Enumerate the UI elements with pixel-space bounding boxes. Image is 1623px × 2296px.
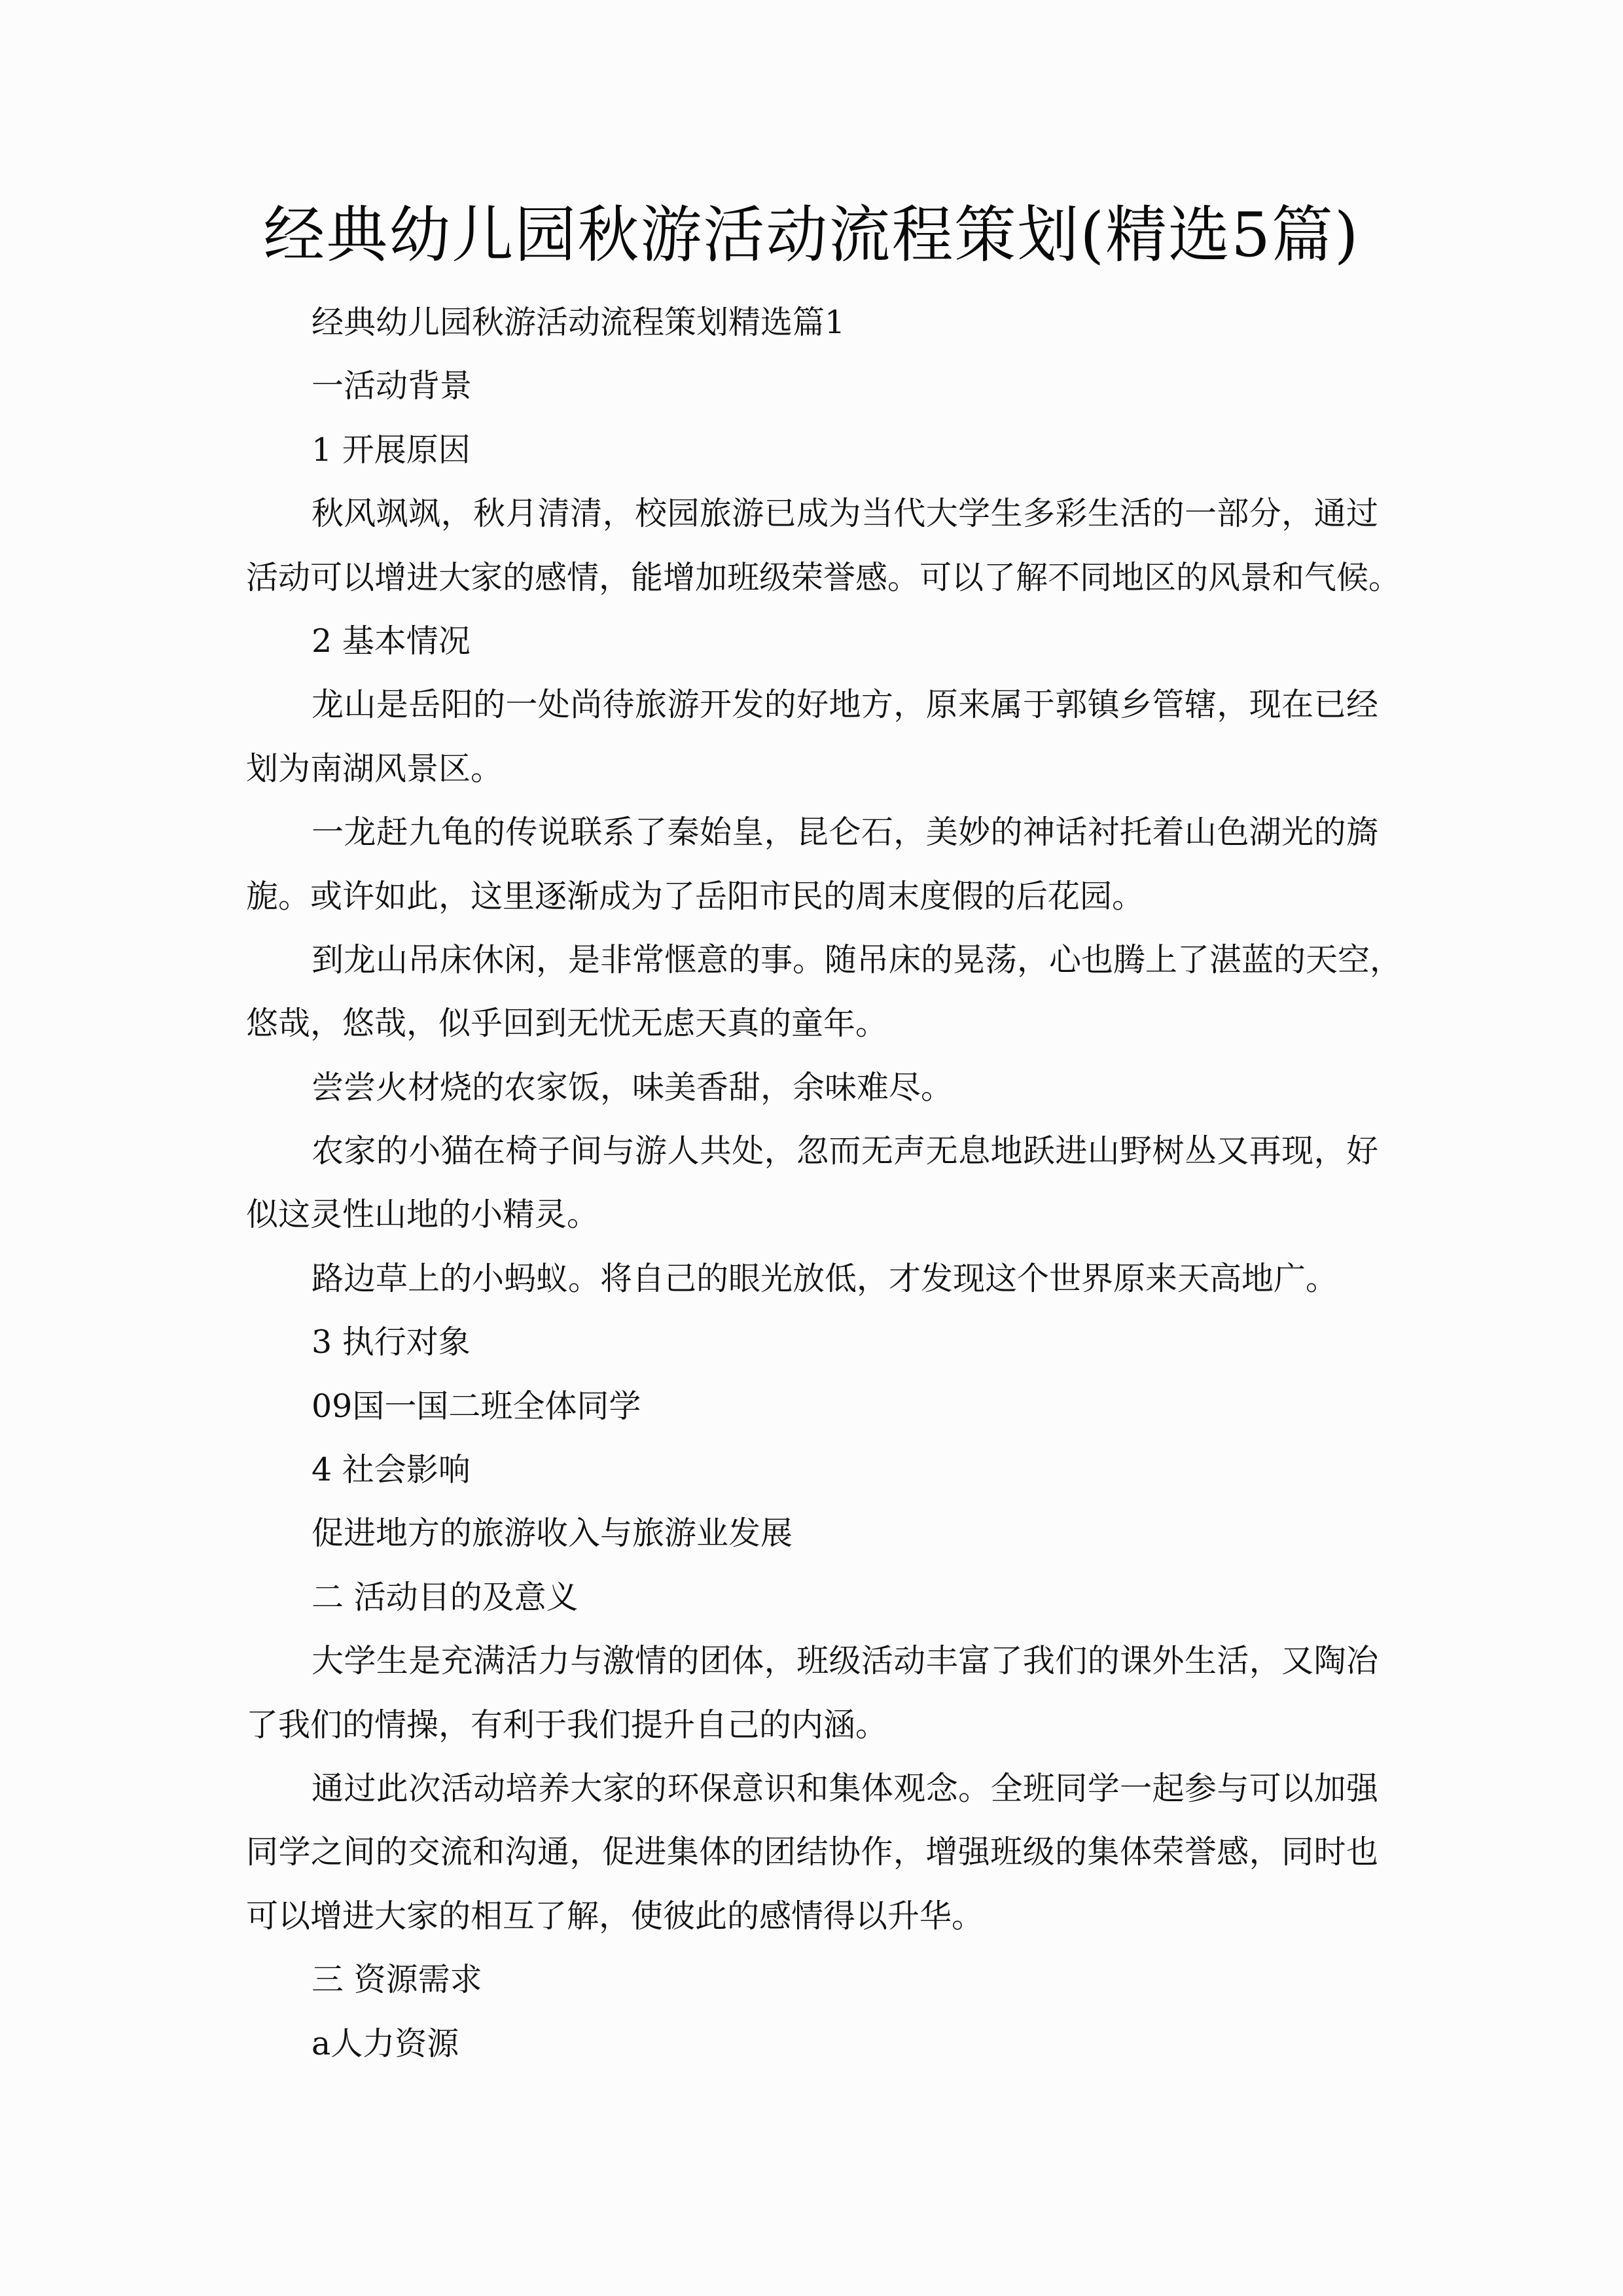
- text-line: 二 活动目的及意义: [312, 1578, 579, 1616]
- body-paragraph: [246, 1247, 1378, 1310]
- text-line: 1 开展原因: [312, 431, 471, 469]
- section-heading: [246, 1310, 1378, 1374]
- section-subtitle: [246, 291, 1378, 354]
- text-line: 路边草上的小蚂蚁。将自己的眼光放低，才发现这个世界原来天高地广。: [312, 1259, 1338, 1297]
- body-paragraph: [246, 1757, 1378, 1948]
- text-line: 促进地方的旅游收入与旅游业发展: [312, 1515, 793, 1552]
- text-line: 尝尝火材烧的农家饭，味美香甜，余味难尽。: [312, 1068, 954, 1106]
- text-line: 了我们的情操，有利于我们提升自己的内涵。: [246, 1706, 888, 1744]
- text-line: 3 执行对象: [312, 1323, 471, 1361]
- section-heading: [246, 1438, 1378, 1501]
- text-line: 大学生是充满活力与激情的团体，班级活动丰富了我们的课外生活，又陶冶: [312, 1642, 1378, 1680]
- text-line: 活动可以增进大家的感情，能增加班级荣誉感。可以了解不同地区的风景和气候。: [246, 558, 1401, 596]
- text-line: 秋风飒飒，秋月清清，校园旅游已成为当代大学生多彩生活的一部分，通过: [312, 495, 1378, 533]
- section-heading: [246, 2012, 1378, 2075]
- text-line: 似这灵性山地的小精灵。: [246, 1196, 599, 1234]
- body-paragraph: [246, 1501, 1378, 1565]
- document-title: 经典幼儿园秋游活动流程策划(精选5篇): [263, 200, 1360, 271]
- text-line: 4 社会影响: [312, 1451, 471, 1489]
- text-line: 龙山是岳阳的一处尚待旅游开发的好地方，原来属于郭镇乡管辖，现在已经: [312, 686, 1378, 724]
- section-heading: [246, 609, 1378, 673]
- text-line: 悠哉，悠哉，似乎回到无忧无虑天真的童年。: [246, 1005, 888, 1043]
- body-paragraph: [246, 928, 1402, 1056]
- text-line: 同学之间的交流和沟通，促进集体的团结协作，增强班级的集体荣誉感，同时也: [246, 1833, 1378, 1871]
- text-line: 到龙山吊床休闲，是非常惬意的事。随吊床的晃荡，心也腾上了湛蓝的天空，: [312, 941, 1402, 978]
- section-heading: [246, 418, 1378, 482]
- text-line: 2 基本情况: [312, 622, 471, 660]
- section-heading: [246, 1948, 1378, 2011]
- body-paragraph: [246, 800, 1378, 928]
- text-line: a人力资源: [312, 2024, 459, 2062]
- text-line: 一龙赶九龟的传说联系了秦始皇，昆仑石，美妙的神话衬托着山色湖光的旖: [312, 814, 1378, 852]
- text-line: 经典幼儿园秋游活动流程策划精选篇1: [312, 304, 846, 341]
- text-line: 旎。或许如此，这里逐渐成为了岳阳市民的周末度假的后花园。: [246, 877, 1145, 915]
- text-line: 可以增进大家的相互了解，使彼此的感情得以升华。: [246, 1897, 984, 1935]
- text-line: 划为南湖风景区。: [246, 749, 503, 787]
- text-line: 三 资源需求: [312, 1961, 482, 1999]
- body-paragraph: [246, 1629, 1378, 1757]
- text-line: 一活动背景: [312, 367, 473, 405]
- document-body: [246, 291, 1402, 2075]
- section-heading: [246, 354, 1378, 418]
- text-line: 09国一国二班全体同学: [312, 1387, 641, 1425]
- section-heading: [246, 1566, 1378, 1629]
- body-paragraph: [246, 482, 1401, 609]
- body-paragraph: [246, 1119, 1378, 1247]
- body-paragraph: [246, 673, 1378, 800]
- body-paragraph: [246, 1374, 1378, 1438]
- text-line: 农家的小猫在椅子间与游人共处，忽而无声无息地跃进山野树丛又再现，好: [312, 1132, 1378, 1170]
- body-paragraph: [246, 1056, 1378, 1119]
- text-line: 通过此次活动培养大家的环保意识和集体观念。全班同学一起参与可以加强: [312, 1769, 1378, 1807]
